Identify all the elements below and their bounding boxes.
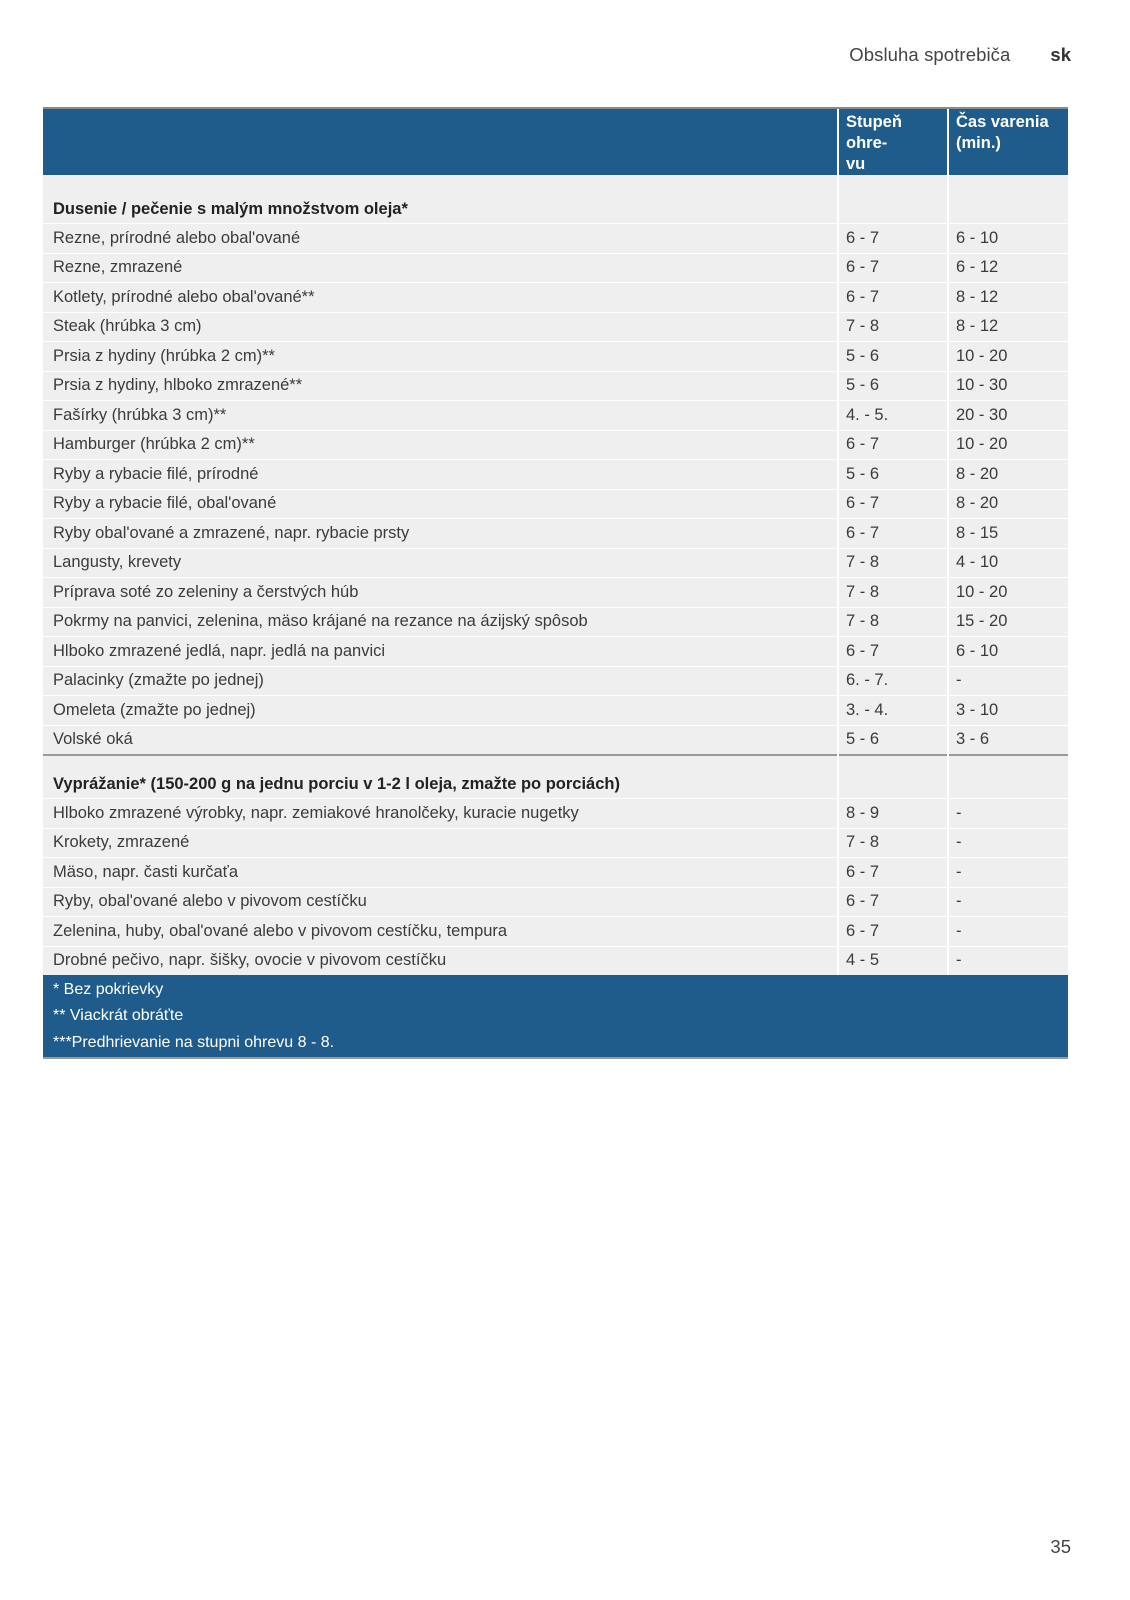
section-empty-cell	[948, 175, 1068, 224]
cooking-time: 6 - 10	[948, 224, 1068, 254]
cooking-time: 10 - 20	[948, 430, 1068, 460]
table-row	[43, 696, 1068, 726]
food-name: Hlboko zmrazené jedlá, napr. jedlá na panvici	[43, 637, 838, 667]
language-code: sk	[1050, 44, 1071, 65]
heat-level: 6 - 7	[838, 430, 948, 460]
cooking-time: 6 - 12	[948, 253, 1068, 283]
cooking-time: 3 - 6	[948, 725, 1068, 755]
table-row	[43, 460, 1068, 490]
food-name: Hamburger (hrúbka 2 cm)**	[43, 430, 838, 460]
heat-level: 6 - 7	[838, 519, 948, 549]
food-name: Palacinky (zmažte po jednej)	[43, 666, 838, 696]
section-title-frying: Dusenie / pečenie s malým množstvom oleja*	[43, 175, 838, 224]
cooking-time: 10 - 20	[948, 342, 1068, 372]
table-row	[43, 637, 1068, 667]
cooking-time: 8 - 20	[948, 460, 1068, 490]
table-row	[43, 253, 1068, 283]
cooking-time: -	[948, 666, 1068, 696]
table-row	[43, 666, 1068, 696]
food-name: Krokety, zmrazené	[43, 828, 838, 858]
table-row	[43, 519, 1068, 549]
header-empty-cell	[43, 108, 838, 175]
section-title: Obsluha spotrebiča	[849, 44, 1011, 65]
cooking-time: -	[948, 946, 1068, 975]
cooking-time: -	[948, 828, 1068, 858]
column-header-heat-line2: vu	[846, 155, 866, 173]
table-row	[43, 489, 1068, 519]
cooking-time: 4 - 10	[948, 548, 1068, 578]
cooking-time: -	[948, 887, 1068, 917]
cooking-time: 8 - 15	[948, 519, 1068, 549]
cooking-time: 6 - 10	[948, 637, 1068, 667]
heat-level: 7 - 8	[838, 578, 948, 608]
section-row-frying	[43, 175, 1068, 224]
food-name: Zelenina, huby, obal'ované alebo v pivovom cestíčku, tempura	[43, 917, 838, 947]
food-name: Kotlety, prírodné alebo obal'ované**	[43, 283, 838, 313]
food-name: Ryby obal'ované a zmrazené, napr. rybacie prsty	[43, 519, 838, 549]
table-row	[43, 430, 1068, 460]
column-header-time	[948, 108, 1068, 175]
heat-level: 5 - 6	[838, 371, 948, 401]
food-name: Mäso, napr. časti kurčaťa	[43, 858, 838, 888]
cooking-time: -	[948, 799, 1068, 829]
food-name: Drobné pečivo, napr. šišky, ovocie v pivovom cestíčku	[43, 946, 838, 975]
page-number: 35	[1050, 1536, 1071, 1557]
heat-level: 5 - 6	[838, 342, 948, 372]
cooking-time: 3 - 10	[948, 696, 1068, 726]
cooking-time: 8 - 12	[948, 312, 1068, 342]
cooking-time: -	[948, 858, 1068, 888]
table-row	[43, 917, 1068, 947]
table-row	[43, 828, 1068, 858]
table-header-row	[43, 108, 1068, 175]
table-row	[43, 858, 1068, 888]
section-empty-cell	[838, 175, 948, 224]
heat-level: 7 - 8	[838, 607, 948, 637]
page-header	[849, 44, 1071, 66]
food-name: Omeleta (zmažte po jednej)	[43, 696, 838, 726]
cooking-time: 20 - 30	[948, 401, 1068, 431]
column-header-heat	[838, 108, 948, 175]
table-row	[43, 887, 1068, 917]
cooking-time: 10 - 30	[948, 371, 1068, 401]
heat-level: 4 - 5	[838, 946, 948, 975]
food-name: Rezne, prírodné alebo obal'ované	[43, 224, 838, 254]
heat-level: 7 - 8	[838, 828, 948, 858]
table-row	[43, 607, 1068, 637]
heat-level: 8 - 9	[838, 799, 948, 829]
cooking-table	[43, 107, 1068, 1059]
section-empty-cell	[948, 755, 1068, 799]
cooking-time: 8 - 12	[948, 283, 1068, 313]
food-name: Volské oká	[43, 725, 838, 755]
heat-level: 7 - 8	[838, 548, 948, 578]
heat-level: 6 - 7	[838, 283, 948, 313]
note-preheat: ***Predhrievanie na stupni ohrevu 8 - 8.	[43, 1029, 1068, 1058]
heat-level: 5 - 6	[838, 460, 948, 490]
table-row	[43, 401, 1068, 431]
section-title-deep-frying: Vyprážanie* (150-200 g na jednu porciu v 1-2 l oleja, zmažte po porciách)	[43, 755, 838, 799]
note-row	[43, 1029, 1068, 1058]
food-name: Prsia z hydiny, hlboko zmrazené**	[43, 371, 838, 401]
food-name: Fašírky (hrúbka 3 cm)**	[43, 401, 838, 431]
food-name: Steak (hrúbka 3 cm)	[43, 312, 838, 342]
heat-level: 6 - 7	[838, 917, 948, 947]
section-empty-cell	[838, 755, 948, 799]
food-name: Hlboko zmrazené výrobky, napr. zemiakové hranolčeky, kuracie nugetky	[43, 799, 838, 829]
cooking-time: 10 - 20	[948, 578, 1068, 608]
column-header-time-line1: Čas varenia	[956, 113, 1049, 131]
note-row	[43, 975, 1068, 1003]
table-row	[43, 578, 1068, 608]
food-name: Ryby a rybacie filé, prírodné	[43, 460, 838, 490]
food-name: Príprava soté zo zeleniny a čerstvých húb	[43, 578, 838, 608]
cooking-time: 15 - 20	[948, 607, 1068, 637]
column-header-heat-line1: Stupeň ohre-	[846, 113, 902, 152]
section-row-deep-frying	[43, 755, 1068, 799]
food-name: Ryby, obal'ované alebo v pivovom cestíčku	[43, 887, 838, 917]
heat-level: 7 - 8	[838, 312, 948, 342]
table-row	[43, 312, 1068, 342]
heat-level: 3. - 4.	[838, 696, 948, 726]
note-no-lid: * Bez pokrievky	[43, 975, 1068, 1003]
heat-level: 4. - 5.	[838, 401, 948, 431]
cooking-time: 8 - 20	[948, 489, 1068, 519]
heat-level: 6 - 7	[838, 253, 948, 283]
table-row	[43, 946, 1068, 975]
heat-level: 5 - 6	[838, 725, 948, 755]
cooking-time: -	[948, 917, 1068, 947]
heat-level: 6 - 7	[838, 858, 948, 888]
note-row	[43, 1003, 1068, 1029]
table-row	[43, 342, 1068, 372]
table-row	[43, 548, 1068, 578]
heat-level: 6 - 7	[838, 489, 948, 519]
table-row	[43, 371, 1068, 401]
table-row	[43, 725, 1068, 755]
food-name: Pokrmy na panvici, zelenina, mäso krájané na rezance na ázijský spôsob	[43, 607, 838, 637]
table-row	[43, 283, 1068, 313]
table-row	[43, 799, 1068, 829]
heat-level: 6 - 7	[838, 637, 948, 667]
heat-level: 6 - 7	[838, 887, 948, 917]
heat-level: 6 - 7	[838, 224, 948, 254]
food-name: Rezne, zmrazené	[43, 253, 838, 283]
food-name: Langusty, krevety	[43, 548, 838, 578]
heat-level: 6. - 7.	[838, 666, 948, 696]
food-name: Ryby a rybacie filé, obal'ované	[43, 489, 838, 519]
food-name: Prsia z hydiny (hrúbka 2 cm)**	[43, 342, 838, 372]
column-header-time-line2: (min.)	[956, 134, 1001, 152]
table-row	[43, 224, 1068, 254]
note-turn: ** Viackrát obráťte	[43, 1003, 1068, 1029]
